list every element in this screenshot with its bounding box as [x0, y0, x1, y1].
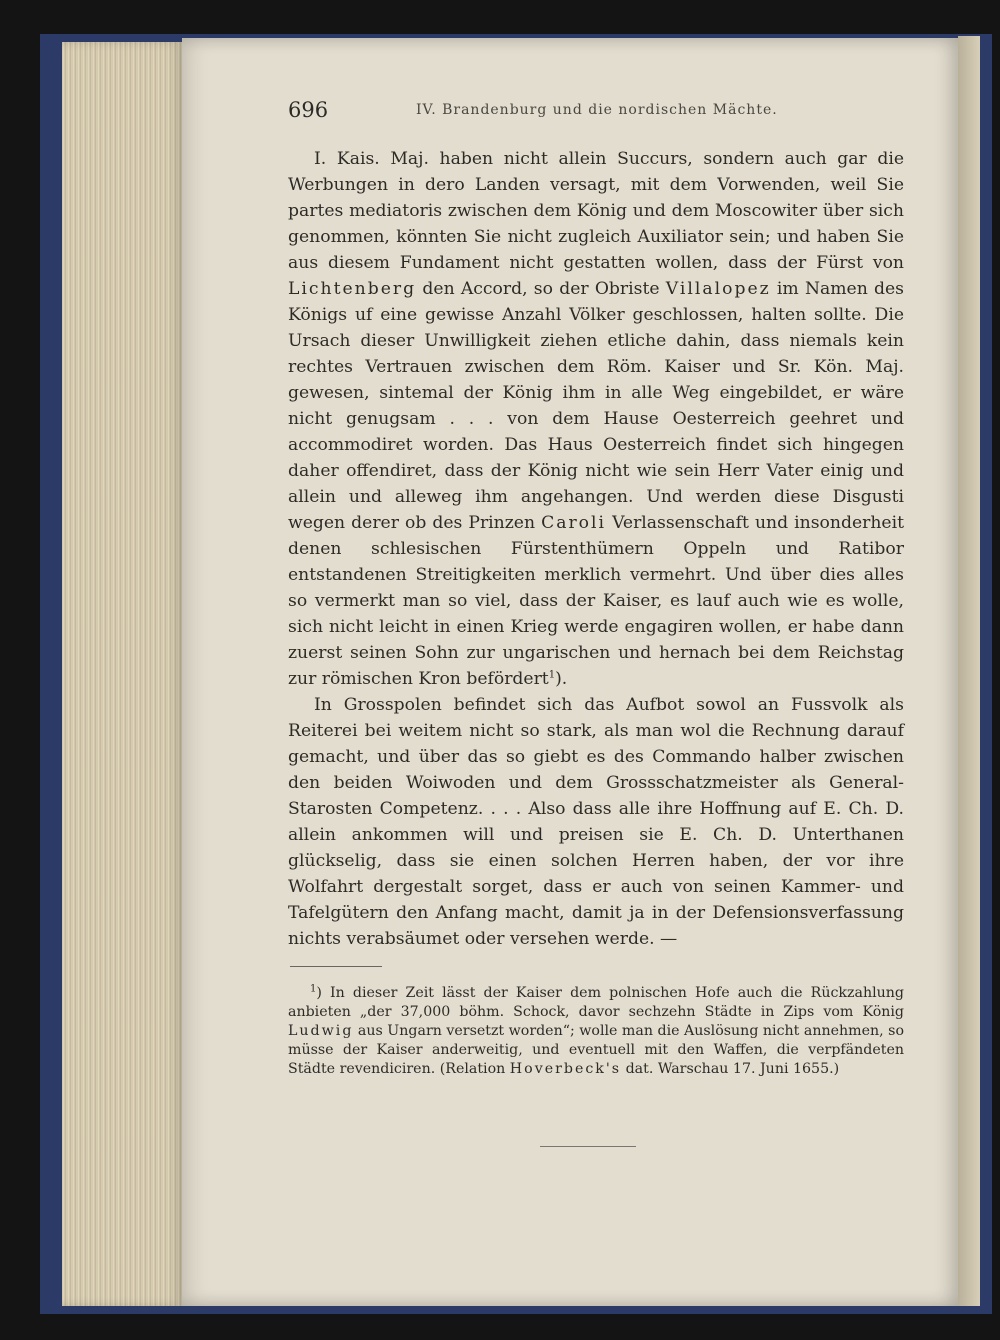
person-name: Caroli	[541, 513, 607, 533]
bottom-divider	[540, 1146, 636, 1147]
chapter-title: IV. Brandenburg und die nordischen Mächte.	[416, 102, 778, 118]
text-run: I. Kais. Maj. haben nicht allein Succurs, sondern auch gar die Werbungen in dero Landen versagt, mit dem Vorwenden, weil Sie partes mediatoris zwischen dem König und dem Moscowiter über sich genommen, könnten Sie nicht zugleich Auxiliator sein; und haben Sie aus diesem Fundament nicht gestatten wollen, dass der Fürst von	[288, 149, 904, 273]
page-edges	[62, 42, 182, 1306]
footnote-divider	[290, 966, 382, 967]
text-run: den Accord, so der Obriste	[416, 279, 666, 299]
footnote-marker: 1	[548, 669, 556, 681]
text-run: ).	[555, 669, 568, 689]
footnote	[288, 984, 904, 1079]
text-run: Verlassenschaft und insonderheit denen schlesischen Fürstenthümern Oppeln und Ratibor entstandenen Streitigkeiten merklich vermehrt. Und über dies alles so vermerkt man so viel, dass der Kaiser, es lauf auch wie es wolle, sich nicht leicht in einen Krieg werde engagiren wollen, er habe dann zuerst seinen Sohn zur ungarischen und hernach bei dem Reichstag zur römischen Kron befördert	[288, 513, 904, 689]
page-number: 696	[288, 98, 329, 122]
running-head	[288, 98, 888, 130]
person-name: Hoverbeck's	[509, 1061, 622, 1077]
text-run: aus Ungarn versetzt worden“; wolle man die Auslösung nicht annehmen, so müsse der Kaiser anderweitig, und eventuell mit den Waffen, die verpfändeten Städte revendiciren. (Relation	[288, 1023, 904, 1077]
main-text	[288, 146, 904, 952]
person-name: Lichtenberg	[288, 279, 417, 299]
person-name: Villalopez	[665, 279, 771, 299]
paragraph-1	[288, 146, 904, 692]
text-run: ) In dieser Zeit lässt der Kaiser dem polnischen Hofe auch die Rückzahlung anbieten „der 37,000 böhm. Schock, davor sechzehn Städte in Zips vom König	[288, 985, 904, 1020]
book-page	[182, 38, 958, 1306]
footnote-number: 1	[310, 983, 317, 995]
paragraph-2: In Grosspolen befindet sich das Aufbot sowol an Fussvolk als Reiterei bei weitem nicht so stark, als man wol die Rechnung darauf gemacht, und über das so giebt es des Commando halber zwischen den beiden Woiwoden und dem Grossschatzmeister als General-Starosten Competenz. . . . Also dass alle ihre Hoffnung auf E. Ch. D. allein ankommen will und preisen sie E. Ch. D. Unterthanen glückselig, dass sie einen solchen Herren haben, der vor ihre Wolfahrt dergestalt sorget, dass er auch von seinen Kammer- und Tafelgütern den Anfang macht, damit ja in der Defensionsverfassung nichts verabsäumet oder versehen werde. —	[288, 695, 904, 949]
text-run: dat. Warschau 17. Juni 1655.)	[621, 1061, 840, 1077]
facing-page-edge	[958, 36, 980, 1306]
person-name: Ludwig	[288, 1023, 354, 1039]
text-run: im Namen des Königs uf eine gewisse Anzahl Völker geschlossen, halten sollte. Die Ursach dieser Unwilligkeit ziehen etliche dahin, dass niemals kein rechtes Vertrauen zwischen dem Röm. Kaiser und Sr. Kön. Maj. gewesen, sintemal der König ihm in alle Weg eingebildet, er wäre nicht genugsam . . . von dem Hause Oesterreich geehret und accommodiret worden. Das Haus Oesterreich findet sich hingegen daher offendiret, dass der König nicht wie sein Herr Vater einig und allein und alleweg ihm angehangen. Und werden diese Disgusti wegen derer ob des Prinzen	[288, 279, 904, 533]
